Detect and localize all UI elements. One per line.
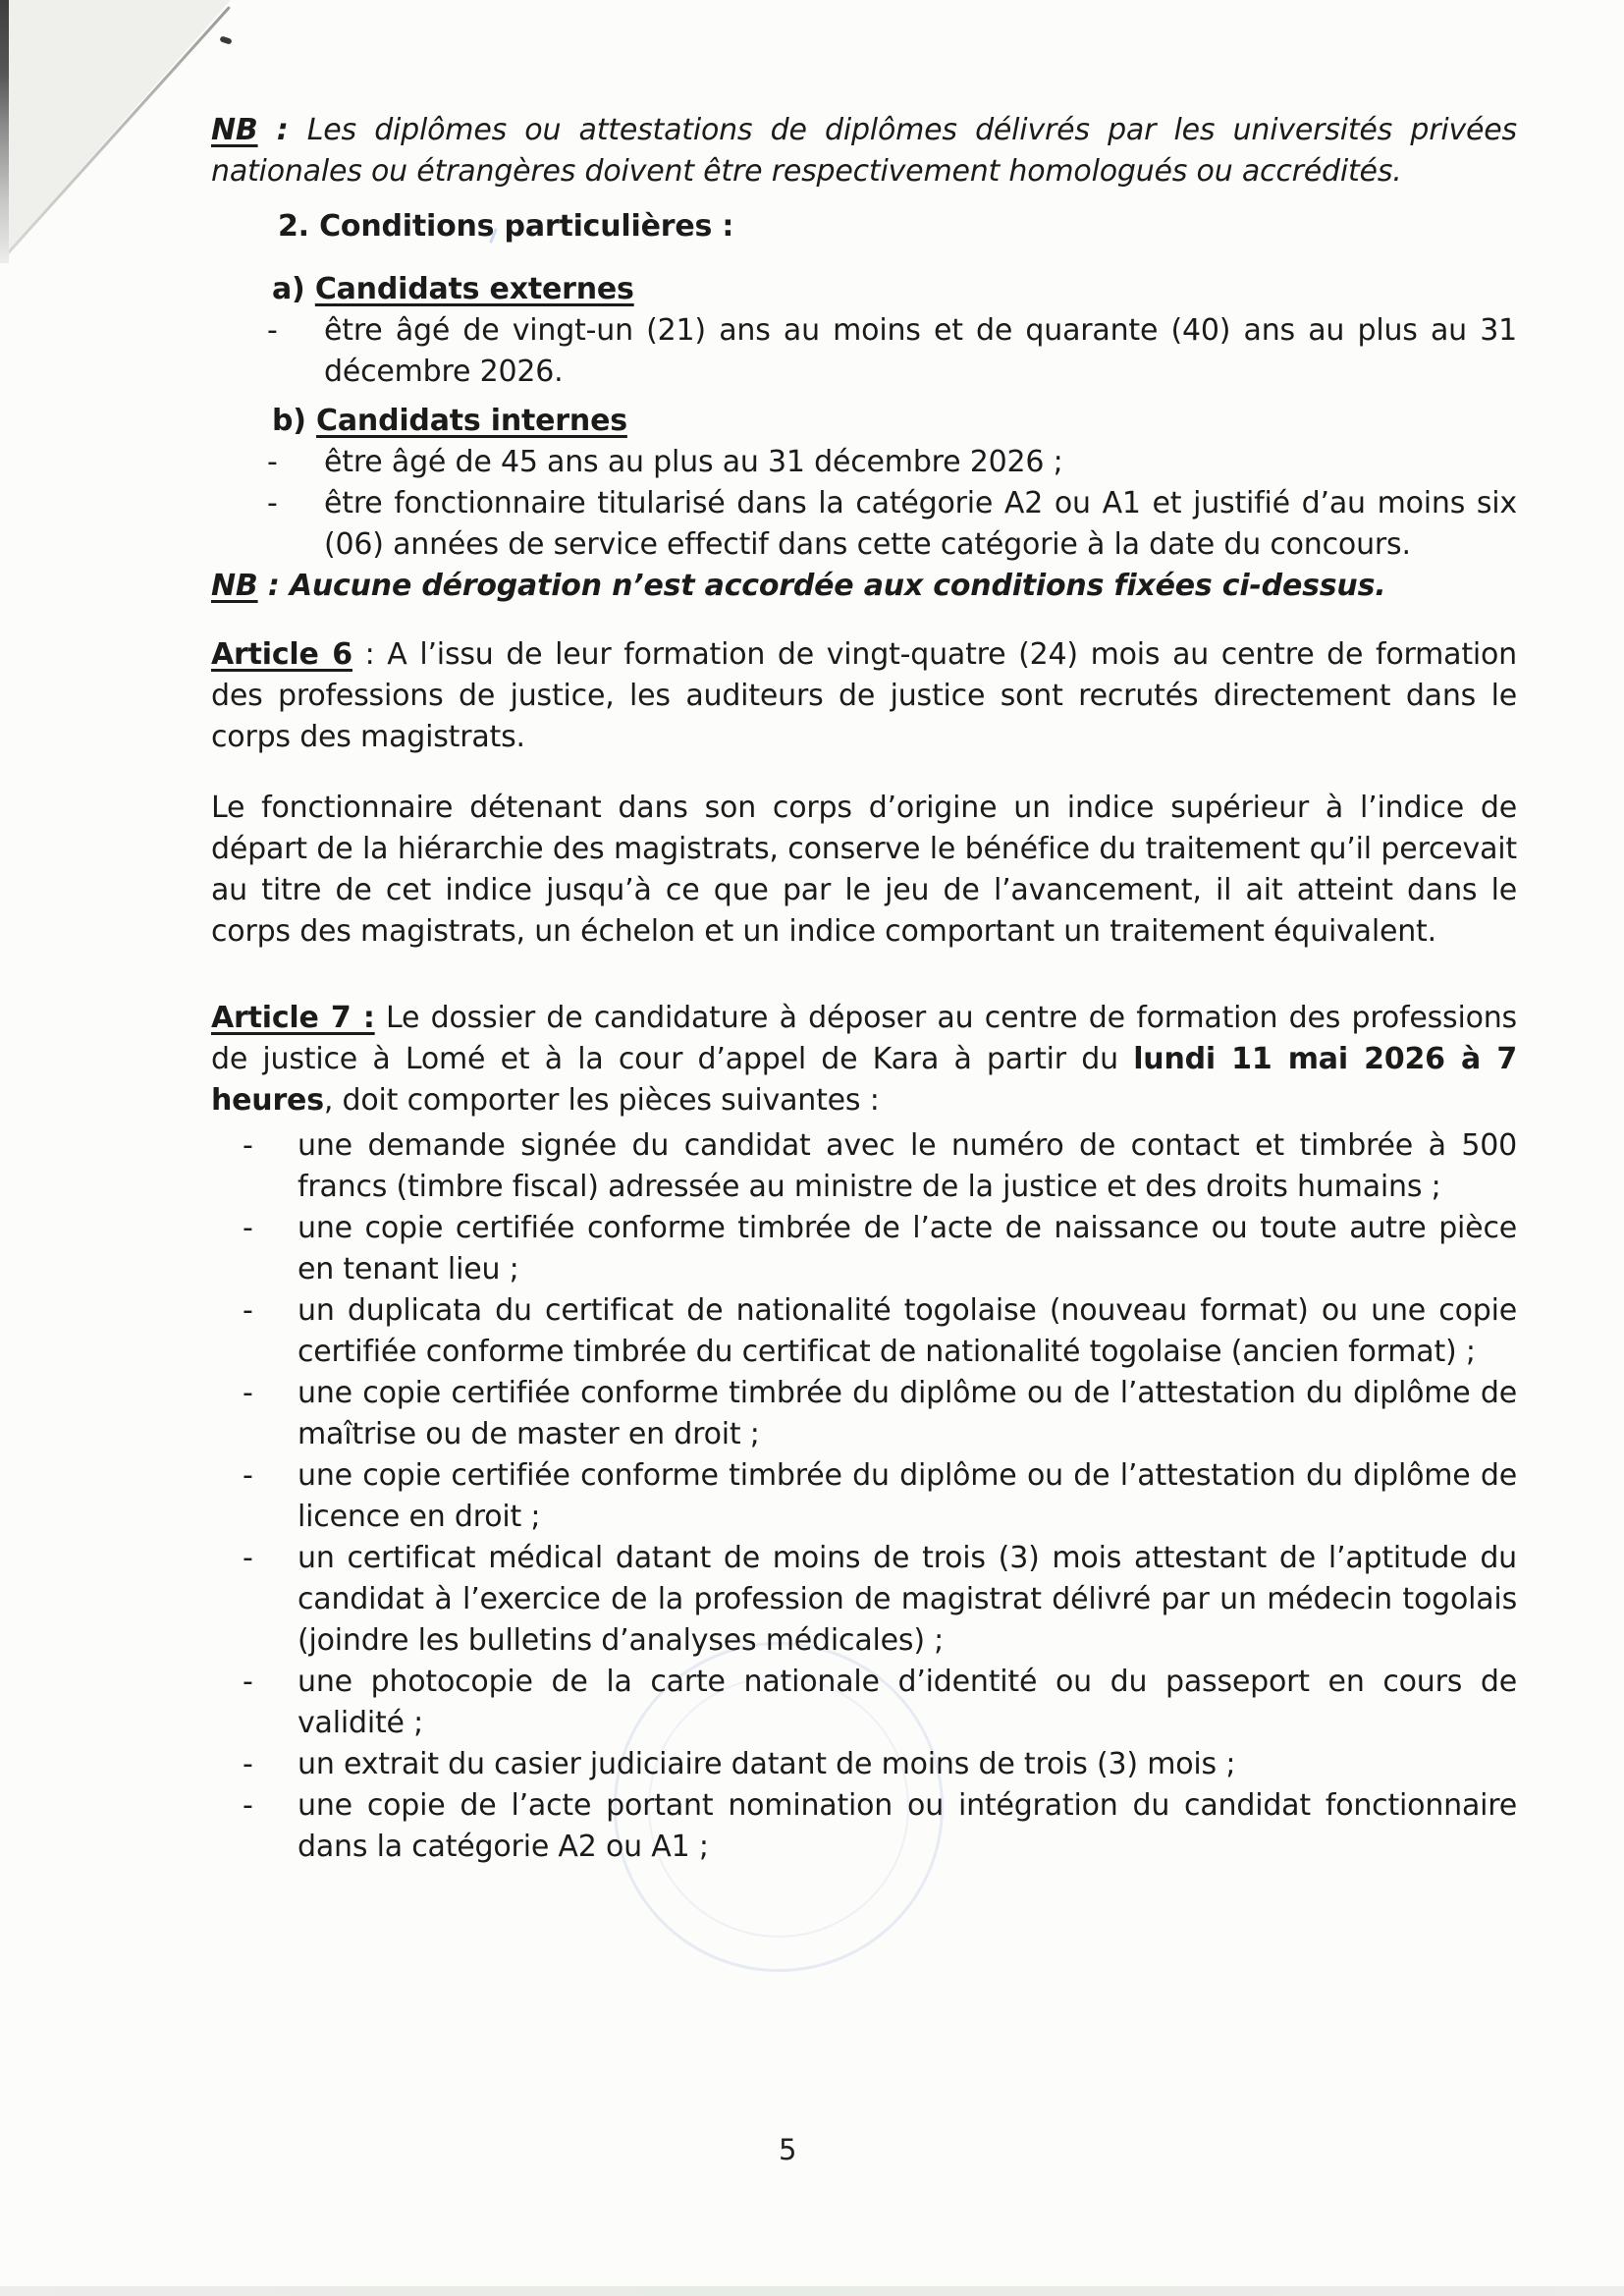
dash-marker: - [243,1788,253,1823]
list-item [211,1662,1517,1744]
article-7 [211,998,1517,1121]
nb-note-top-text: Les diplômes ou attestations de diplômes délivrés par les universités privées nationales ou étrangères doivent être respectivement homologués ou accrédités. [211,113,1517,189]
list-item-text: une copie de l’acte portant nomination ou intégration du candidat fonctionnaire dans la catégorie A2 ou A1 ; [298,1788,1517,1864]
list-item [211,310,1517,393]
fonctionnaire-paragraph: Le fonctionnaire détenant dans son corps d’origine un indice supérieur à l’indice de départ de la hiérarchie des magistrats, conserve le bénéfice du traitement qu’il percevait au titre de cet indice jusqu’à ce que par le jeu de l’avancement, il ait atteint dans le corps des magistrats, un échelon et un indice comportant un traitement équivalent. [211,791,1517,949]
dash-marker: - [267,313,278,348]
article-7-intro-end: , doit comporter les pièces suivantes : [323,1083,880,1118]
scan-bottom-band [0,2286,1624,2296]
page-number: 5 [779,2133,797,2166]
article-7-deadline: lundi 11 mai 2026 à 7 heures [211,1042,1517,1118]
dash-marker: - [243,1665,253,1699]
article-7-intro: Le dossier de candidature à déposer au centre de formation des professions de justice à Lomé et à la cour d’appel de Kara à partir du [211,1001,1517,1076]
list-item-text: un certificat médical datant de moins de trois (3) mois attestant de l’aptitude du candidat à l’exercice de la profession de magistrat délivré par un médecin togolais (joindre les bulletins d’analyses médicales) ; [298,1541,1517,1658]
list-item-text: une copie certifiée conforme timbrée du diplôme ou de l’attestation du diplôme de licence en droit ; [298,1458,1517,1534]
list-item [211,1125,1517,1208]
dash-marker: - [243,1458,253,1493]
list-item [211,1744,1517,1785]
article-6-body: : A l’issu de leur formation de vingt-quatre (24) mois au centre de formation des professions de justice, les auditeurs de justice sont recrutés directement dans le corps des magistrats. [211,637,1517,754]
dash-marker: - [267,445,278,479]
subsection-b-marker: b) [272,404,306,438]
nb-label: NB [211,113,258,147]
dash-marker: - [243,1541,253,1575]
list-item-text: une photocopie de la carte nationale d’identité ou du passeport en cours de validité ; [298,1665,1517,1740]
list-item-text: être fonctionnaire titularisé dans la catégorie A2 ou A1 et justifié d’au moins six (06) années de service effectif dans cette catégorie à la date du concours. [324,486,1517,562]
article-7-label: Article 7 : [211,1001,375,1035]
list-item-text: être âgé de 45 ans au plus au 31 décembre 2026 ; [324,445,1063,479]
list-item [211,1290,1517,1373]
subsection-b-heading [272,401,1517,442]
nb-note-top [211,110,1517,192]
nb-note-derogation [211,566,1517,607]
nb-colon: : [257,569,290,603]
nb-note-derogation-text: Aucune dérogation n’est accordée aux conditions fixées ci-dessus. [289,569,1386,603]
dash-marker: - [243,1747,253,1781]
subsection-a-title: Candidats externes [314,272,634,306]
list-item-text: une copie certifiée conforme timbrée de l’acte de naissance ou toute autre pièce en tenant lieu ; [298,1211,1517,1286]
nb-label: NB [211,569,258,603]
dash-marker: - [267,486,278,520]
subsection-b-title: Candidats internes [316,404,627,438]
subsection-a-heading [272,269,1517,310]
subsection-a-marker: a) [272,272,305,306]
list-item [211,1208,1517,1290]
dash-marker: - [243,1293,253,1328]
article-6 [211,634,1517,758]
list-item [211,1373,1517,1455]
list-item [211,1538,1517,1662]
scan-edge-strip [0,0,9,263]
list-item [211,1785,1517,1868]
list-item [211,442,1517,483]
list-item [211,1455,1517,1538]
list-item-text: être âgé de vingt-un (21) ans au moins et de quarante (40) ans au plus au 31 décembre 2026. [324,313,1517,389]
dash-marker: - [243,1211,253,1245]
scan-speck [219,35,232,44]
list-item-text: une demande signée du candidat avec le numéro de contact et timbrée à 500 francs (timbre fiscal) adressée au ministre de la justice et des droits humains ; [298,1128,1517,1204]
article-6-label: Article 6 [211,637,352,672]
candidats-externes-list [211,310,1517,393]
document-content [211,110,1517,1868]
section-heading-conditions-particulieres: 2. Conditions particulières : [278,209,734,244]
list-item [211,483,1517,566]
dash-marker: - [243,1376,253,1410]
list-item-text: un extrait du casier judiciaire datant de moins de trois (3) mois ; [298,1747,1236,1781]
dossier-documents-list [211,1125,1517,1868]
list-item-text: un duplicata du certificat de nationalité togolaise (nouveau format) ou une copie certifiée conforme timbrée du certificat de nationalité togolaise (ancien format) ; [298,1293,1517,1369]
list-item-text: une copie certifiée conforme timbrée du diplôme ou de l’attestation du diplôme de maîtrise ou de master en droit ; [298,1376,1517,1451]
dash-marker: - [243,1128,253,1163]
candidats-internes-list [211,442,1517,566]
nb-colon: : [257,113,307,147]
